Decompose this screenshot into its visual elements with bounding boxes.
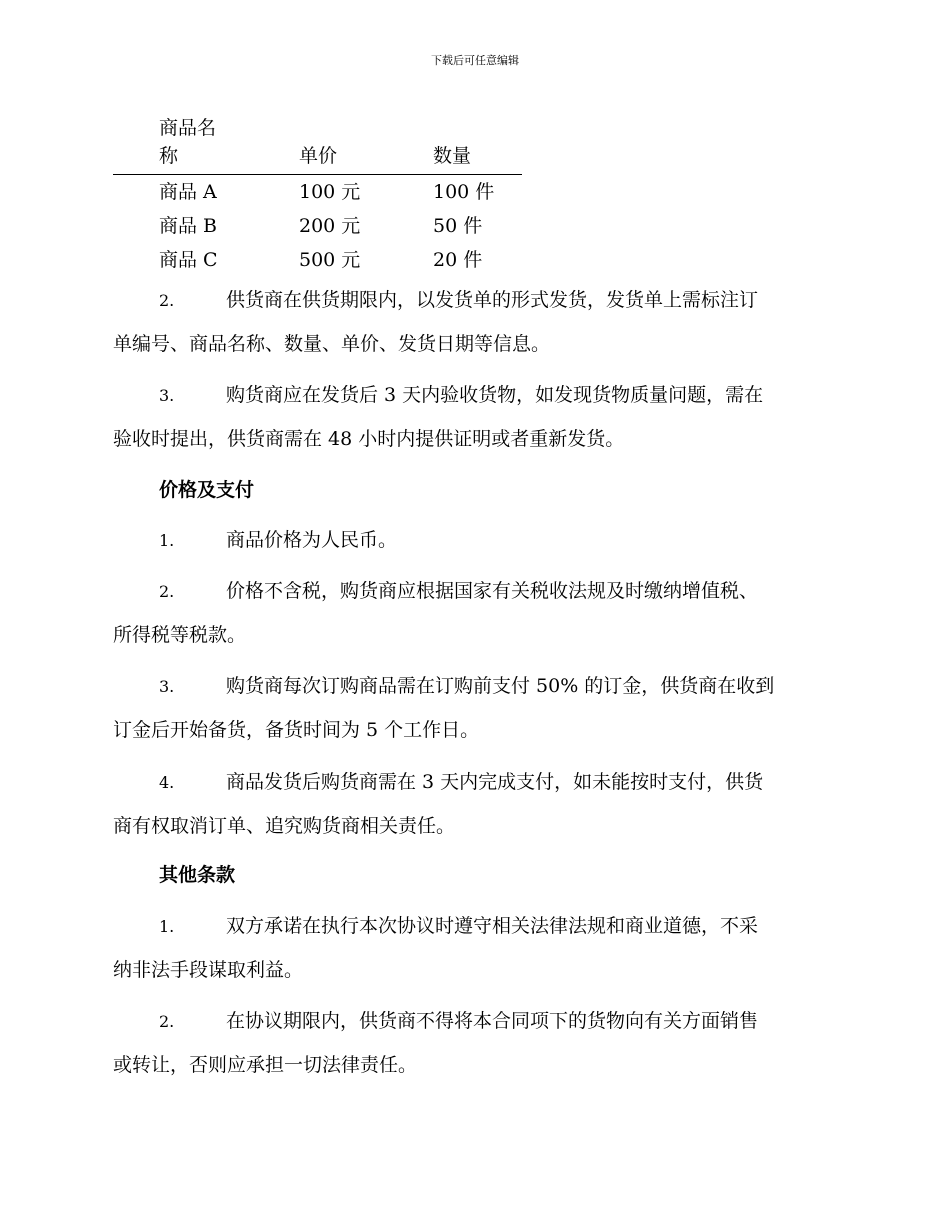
item-text: 在协议期限内，供货商不得将本合同项下的货物向有关方面销售 xyxy=(226,1010,759,1032)
cell-quantity: 50 件 xyxy=(433,215,483,237)
table-row xyxy=(113,243,522,277)
item-number: 4. xyxy=(159,773,175,792)
item-number: 2. xyxy=(159,291,175,310)
item-text: 供货商在供货期限内，以发货单的形式发货，发货单上需标注订 xyxy=(226,289,759,311)
item-text: 商品发货后购货商需在 3 天内完成支付，如未能按时支付，供货 xyxy=(226,771,764,793)
delivery-item-2 xyxy=(113,278,835,366)
item-text: 购货商应在发货后 3 天内验收货物，如发现货物质量问题，需在 xyxy=(226,384,764,406)
item-text: 双方承诺在执行本次协议时遵守相关法律法规和商业道德，不采 xyxy=(226,915,759,937)
table-row xyxy=(113,175,522,209)
header-product-name-line2: 称 xyxy=(159,145,179,167)
delivery-item-3 xyxy=(113,373,835,461)
section-title-other: 其他条款 xyxy=(159,864,236,886)
item-text-continued: 单编号、商品名称、数量、单价、发货日期等信息。 xyxy=(113,333,551,355)
cell-unit-price: 200 元 xyxy=(299,215,361,237)
item-text: 商品价格为人民币。 xyxy=(226,529,398,551)
item-number: 1. xyxy=(159,917,175,936)
item-text-continued: 或转让，否则应承担一切法律责任。 xyxy=(113,1054,418,1076)
product-table xyxy=(113,116,522,277)
cell-product-name: 商品 B xyxy=(159,215,218,237)
price-item-1 xyxy=(113,518,835,562)
item-text-continued: 所得税等税款。 xyxy=(113,624,247,646)
item-text-continued: 验收时提出，供货商需在 48 小时内提供证明或者重新发货。 xyxy=(113,428,625,450)
table-header xyxy=(113,116,522,175)
price-item-4 xyxy=(113,760,835,848)
cell-unit-price: 100 元 xyxy=(299,181,361,203)
other-item-1 xyxy=(113,904,835,992)
item-text-continued: 订金后开始备货，备货时间为 5 个工作日。 xyxy=(113,719,480,741)
item-text-continued: 商有权取消订单、追究购货商相关责任。 xyxy=(113,815,456,837)
cell-quantity: 100 件 xyxy=(433,181,495,203)
header-product-name-line1: 商品名 xyxy=(159,117,217,139)
item-number: 2. xyxy=(159,582,175,601)
header-product-name xyxy=(159,114,229,170)
other-item-2 xyxy=(113,999,835,1087)
item-text: 价格不含税，购货商应根据国家有关税收法规及时缴纳增值税、 xyxy=(226,580,759,602)
item-number: 3. xyxy=(159,386,175,405)
cell-unit-price: 500 元 xyxy=(299,249,361,271)
header-quantity: 数量 xyxy=(433,145,472,167)
cell-quantity: 20 件 xyxy=(433,249,483,271)
item-number: 2. xyxy=(159,1012,175,1031)
table-row xyxy=(113,209,522,243)
price-item-2 xyxy=(113,569,835,657)
item-number: 3. xyxy=(159,677,175,696)
cell-product-name: 商品 C xyxy=(159,249,218,271)
item-text: 购货商每次订购商品需在订购前支付 50% 的订金，供货商在收到 xyxy=(226,675,775,697)
cell-product-name: 商品 A xyxy=(159,181,217,203)
header-unit-price: 单价 xyxy=(299,145,338,167)
page-header: 下载后可任意编辑 xyxy=(431,54,519,67)
item-number: 1. xyxy=(159,531,175,550)
item-text-continued: 纳非法手段谋取利益。 xyxy=(113,959,304,981)
section-title-price: 价格及支付 xyxy=(159,479,255,501)
price-item-3 xyxy=(113,664,835,752)
